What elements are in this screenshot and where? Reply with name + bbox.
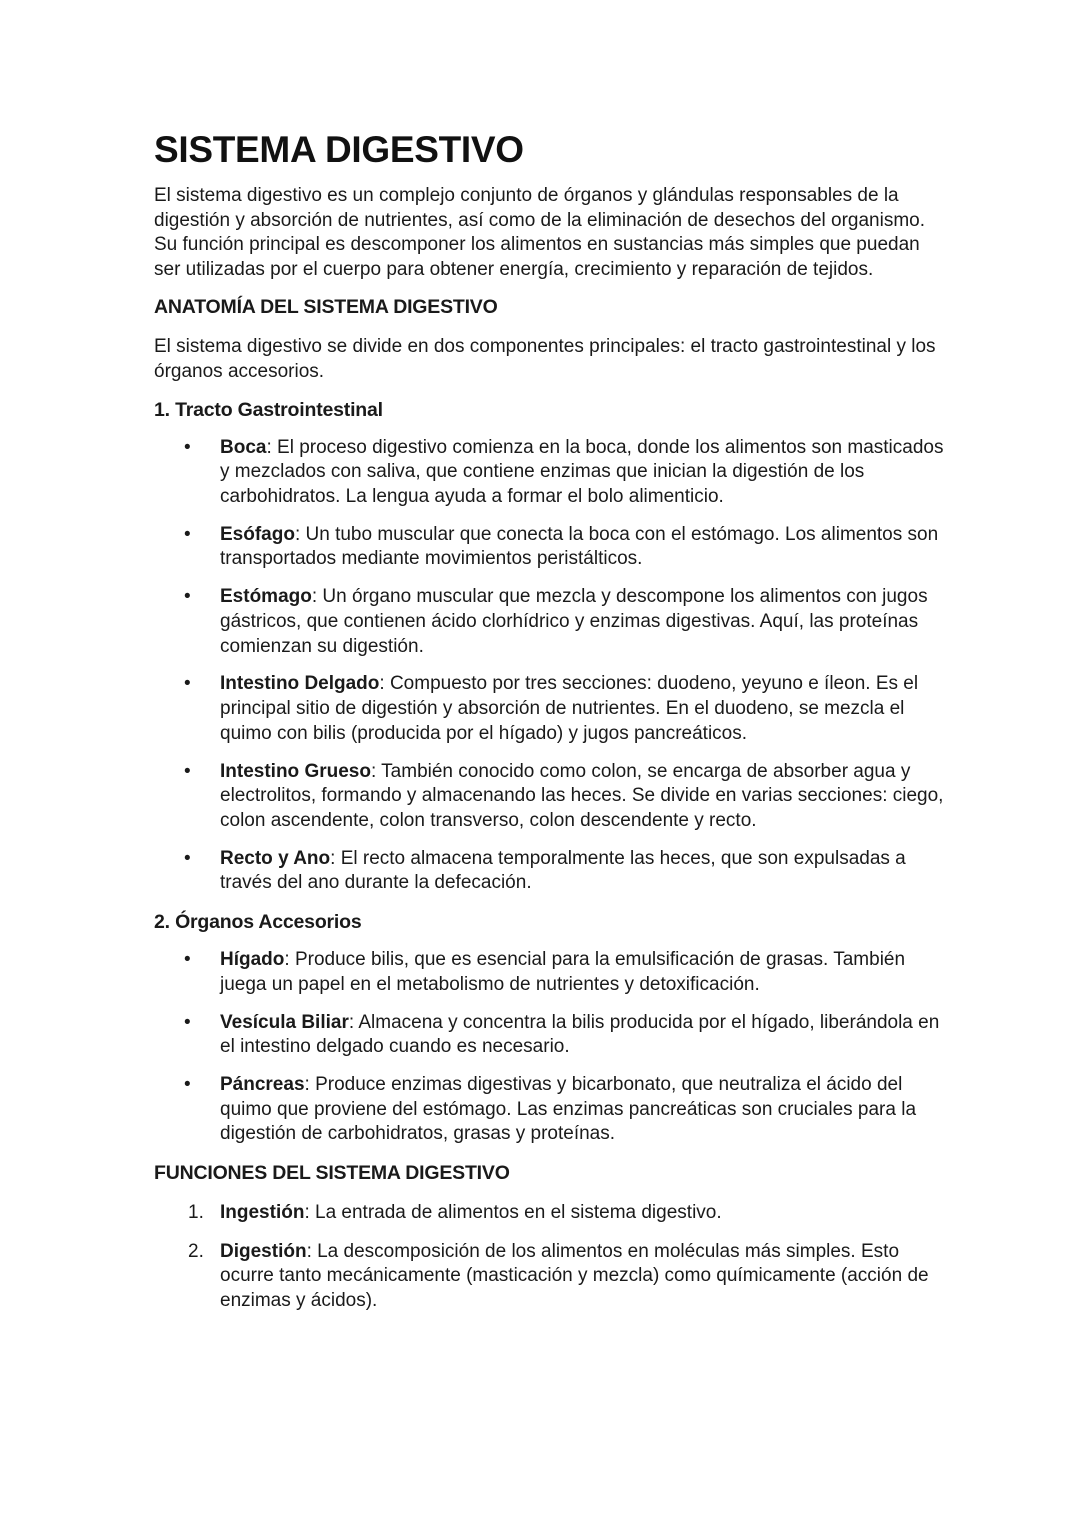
list-item-text: : Produce enzimas digestivas y bicarbonato, que neutraliza el ácido del quimo que proviene del estómago. Las enzimas pancreáticas son cruciales para la digestión de carbohidratos, grasas y proteínas. xyxy=(220,1074,917,1145)
bullet-icon: • xyxy=(184,1074,191,1096)
list-item xyxy=(154,847,944,896)
list-item xyxy=(154,1011,944,1060)
bullet-icon: • xyxy=(184,523,191,545)
tracto-list xyxy=(154,436,944,896)
list-item-term: Boca xyxy=(220,436,267,458)
section-heading-anatomia: ANATOMÍA DEL SISTEMA DIGESTIVO xyxy=(154,296,498,319)
list-item-text: : El proceso digestivo comienza en la boca, donde los alimentos son masticados y mezclados con saliva, que contiene enzimas que inician la digestión de los carbohidratos. La lengua ayuda a formar el bolo alimenticio. xyxy=(220,436,944,507)
bullet-icon: • xyxy=(184,847,191,869)
list-item-number: 2. xyxy=(188,1240,204,1262)
list-item-term: Digestión xyxy=(220,1240,307,1262)
list-item-term: Intestino Grueso xyxy=(220,760,371,782)
list-item-term: Esófago xyxy=(220,523,295,545)
list-item-text: : También conocido como colon, se encarga de absorber agua y electrolitos, formando y almacenando las heces. Se divide en varias secciones: ciego, colon ascendente, colon transverso, colon descendente y recto. xyxy=(220,760,944,831)
list-item-term: Recto y Ano xyxy=(220,847,331,869)
bullet-icon: • xyxy=(184,760,191,782)
document-page xyxy=(154,128,944,1327)
bullet-icon: • xyxy=(184,586,191,608)
list-item-text: : Un órgano muscular que mezcla y descompone los alimentos con jugos gástricos, que contienen ácido clorhídrico y enzimas digestivas. Aquí, las proteínas comienzan su digestión. xyxy=(220,586,928,657)
list-item xyxy=(154,523,944,572)
anatomia-paragraph: El sistema digestivo se divide en dos componentes principales: el tracto gastrointestinal y los órganos accesorios. xyxy=(154,336,936,382)
list-item-text: : Almacena y concentra la bilis producida por el hígado, liberándola en el intestino delgado cuando es necesario. xyxy=(220,1011,940,1058)
subsection-heading-organos: 2. Órganos Accesorios xyxy=(154,911,362,934)
subsection-heading-tracto: 1. Tracto Gastrointestinal xyxy=(154,398,383,421)
list-item-term: Estómago xyxy=(220,586,312,608)
section-heading-funciones: FUNCIONES DEL SISTEMA DIGESTIVO xyxy=(154,1161,510,1184)
list-item xyxy=(154,1240,944,1314)
bullet-icon: • xyxy=(184,673,191,695)
list-item-term: Hígado xyxy=(220,949,285,971)
list-item-term: Páncreas xyxy=(220,1074,305,1096)
list-item-text: : El recto almacena temporalmente las heces, que son expulsadas a través del ano durante la defecación. xyxy=(220,847,906,894)
list-item-number: 1. xyxy=(188,1201,204,1223)
list-item xyxy=(154,948,944,997)
list-item-text: : Un tubo muscular que conecta la boca con el estómago. Los alimentos son transportados mediante movimientos peristálticos. xyxy=(220,523,939,570)
list-item-term: Vesícula Biliar xyxy=(220,1011,349,1033)
list-item-text: : La descomposición de los alimentos en moléculas más simples. Esto ocurre tanto mecánicamente (masticación y mezcla) como químicamente (acción de enzimas y ácidos). xyxy=(220,1240,929,1311)
organos-list xyxy=(154,948,944,1147)
list-item xyxy=(154,1201,944,1226)
list-item-term: Ingestión xyxy=(220,1201,305,1223)
list-item-term: Intestino Delgado xyxy=(220,673,380,695)
list-item-text: : Produce bilis, que es esencial para la emulsificación de grasas. También juega un papel en el metabolismo de nutrientes y detoxificación. xyxy=(220,949,906,995)
list-item-text: : La entrada de alimentos en el sistema digestivo. xyxy=(304,1201,722,1223)
bullet-icon: • xyxy=(184,1011,191,1033)
list-item xyxy=(154,585,944,659)
intro-paragraph: El sistema digestivo es un complejo conjunto de órganos y glándulas responsables de la digestión y absorción de nutrientes, así como de la eliminación de desechos del organismo. Su función principal es descomponer los alimentos en sustancias más simples que puedan ser utilizadas por el cuerpo para obtener energía, crecimiento y reparación de tejidos. xyxy=(154,185,926,280)
bullet-icon: • xyxy=(184,436,191,458)
list-item xyxy=(154,1073,944,1147)
list-item xyxy=(154,760,944,834)
list-item xyxy=(154,436,944,510)
list-item-text: : Compuesto por tres secciones: duodeno, yeyuno e íleon. Es el principal sitio de digestión y absorción de nutrientes. En el duodeno, se mezcla el quimo con bilis (producida por el hígado) y jugos pancreáticos. xyxy=(220,673,919,744)
list-item xyxy=(154,672,944,746)
funciones-list xyxy=(154,1201,944,1313)
page-title: SISTEMA DIGESTIVO xyxy=(154,129,524,170)
bullet-icon: • xyxy=(184,949,191,971)
